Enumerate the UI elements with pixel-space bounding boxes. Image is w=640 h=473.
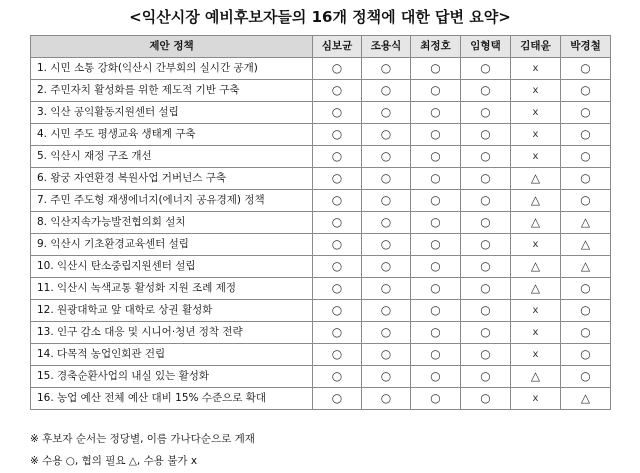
- table-row: [31, 300, 611, 322]
- table-row: [31, 124, 611, 146]
- table-row: [31, 366, 611, 388]
- footnote-legend: ※ 수용 ○, 협의 필요 △, 수용 불가 x: [30, 455, 198, 467]
- response-mark-cell: △: [511, 212, 561, 234]
- response-mark-cell: ○: [561, 58, 611, 80]
- table-row: [31, 234, 611, 256]
- response-mark-cell: ○: [313, 234, 362, 256]
- policy-cell: 10. 익산시 탄소중립지원센터 설립: [31, 256, 313, 278]
- response-mark-cell: x: [511, 146, 561, 168]
- table-row: [31, 344, 611, 366]
- policy-cell: 16. 농업 예산 전체 예산 대비 15% 수준으로 확대: [31, 388, 313, 410]
- response-mark-cell: ○: [561, 366, 611, 388]
- response-mark-cell: ○: [362, 322, 411, 344]
- response-mark-cell: ○: [411, 168, 461, 190]
- policy-response-table: [30, 35, 611, 410]
- response-mark-cell: ○: [461, 322, 511, 344]
- response-mark-cell: ○: [561, 278, 611, 300]
- response-mark-cell: ○: [362, 212, 411, 234]
- response-mark-cell: x: [511, 58, 561, 80]
- response-mark-cell: ○: [561, 168, 611, 190]
- response-mark-cell: ○: [411, 234, 461, 256]
- response-mark-cell: ○: [362, 300, 411, 322]
- response-mark-cell: ○: [461, 300, 511, 322]
- response-mark-cell: x: [511, 322, 561, 344]
- response-mark-cell: ○: [362, 256, 411, 278]
- response-mark-cell: ○: [411, 344, 461, 366]
- table-row: [31, 58, 611, 80]
- header-policy: 제안 정책: [31, 36, 313, 58]
- policy-cell: 15. 경축순환사업의 내실 있는 활성화: [31, 366, 313, 388]
- policy-cell: 1. 시민 소통 강화(익산시 간부회의 실시간 공개): [31, 58, 313, 80]
- policy-cell: 3. 익산 공익활동지원센터 설립: [31, 102, 313, 124]
- response-mark-cell: ○: [411, 190, 461, 212]
- policy-cell: 14. 다목적 농업인회관 건립: [31, 344, 313, 366]
- response-mark-cell: ○: [461, 190, 511, 212]
- response-mark-cell: ○: [313, 300, 362, 322]
- response-mark-cell: ○: [313, 146, 362, 168]
- response-mark-cell: △: [561, 212, 611, 234]
- policy-cell: 12. 원광대학교 앞 대학로 상권 활성화: [31, 300, 313, 322]
- response-mark-cell: x: [511, 388, 561, 410]
- response-mark-cell: ○: [362, 190, 411, 212]
- policy-cell: 13. 인구 감소 대응 및 시니어·청년 정착 전략: [31, 322, 313, 344]
- response-mark-cell: ○: [411, 124, 461, 146]
- response-mark-cell: ○: [362, 102, 411, 124]
- response-mark-cell: ○: [461, 102, 511, 124]
- response-mark-cell: x: [511, 124, 561, 146]
- response-mark-cell: ○: [362, 168, 411, 190]
- header-candidate: 임형택: [461, 36, 511, 58]
- response-mark-cell: ○: [561, 146, 611, 168]
- header-candidate: 박경철: [561, 36, 611, 58]
- response-mark-cell: x: [511, 344, 561, 366]
- response-mark-cell: ○: [461, 80, 511, 102]
- response-mark-cell: ○: [362, 146, 411, 168]
- response-mark-cell: ○: [561, 124, 611, 146]
- response-mark-cell: ○: [411, 256, 461, 278]
- response-mark-cell: ○: [362, 388, 411, 410]
- response-mark-cell: ○: [461, 58, 511, 80]
- response-mark-cell: ○: [313, 212, 362, 234]
- response-mark-cell: x: [511, 102, 561, 124]
- table-body: [31, 58, 611, 410]
- response-mark-cell: ○: [461, 366, 511, 388]
- table-header-row: [31, 36, 611, 58]
- response-mark-cell: ○: [561, 190, 611, 212]
- response-mark-cell: △: [511, 190, 561, 212]
- table-row: [31, 388, 611, 410]
- table-row: [31, 146, 611, 168]
- response-mark-cell: ○: [362, 234, 411, 256]
- response-mark-cell: ○: [313, 278, 362, 300]
- response-mark-cell: ○: [411, 102, 461, 124]
- response-mark-cell: ○: [461, 168, 511, 190]
- table-row: [31, 212, 611, 234]
- response-mark-cell: x: [511, 300, 561, 322]
- response-mark-cell: △: [511, 278, 561, 300]
- response-mark-cell: ○: [313, 80, 362, 102]
- table-row: [31, 190, 611, 212]
- header-candidate: 최정호: [411, 36, 461, 58]
- response-mark-cell: ○: [362, 58, 411, 80]
- response-mark-cell: ○: [313, 58, 362, 80]
- response-mark-cell: ○: [313, 388, 362, 410]
- policy-cell: 9. 익산시 기초환경교육센터 설립: [31, 234, 313, 256]
- footnotes: [30, 428, 255, 472]
- response-mark-cell: ○: [411, 300, 461, 322]
- response-mark-cell: ○: [561, 322, 611, 344]
- table-row: [31, 278, 611, 300]
- policy-cell: 6. 왕궁 자연환경 복원사업 거버넌스 구축: [31, 168, 313, 190]
- response-mark-cell: △: [561, 256, 611, 278]
- policy-cell: 8. 익산지속가능발전협의회 설치: [31, 212, 313, 234]
- response-mark-cell: △: [561, 234, 611, 256]
- policy-cell: 5. 익산시 재정 구조 개선: [31, 146, 313, 168]
- response-mark-cell: ○: [313, 168, 362, 190]
- response-mark-cell: ○: [561, 300, 611, 322]
- footnote-order: ※ 후보자 순서는 정당별, 이름 가나다순으로 게재: [30, 433, 255, 445]
- response-mark-cell: ○: [313, 124, 362, 146]
- response-mark-cell: ○: [411, 388, 461, 410]
- response-mark-cell: ○: [461, 212, 511, 234]
- response-mark-cell: ○: [313, 366, 362, 388]
- response-mark-cell: ○: [461, 344, 511, 366]
- header-candidate: 김태윤: [511, 36, 561, 58]
- response-mark-cell: ○: [313, 102, 362, 124]
- policy-cell: 7. 주민 주도형 재생에너지(에너지 공유경제) 정책: [31, 190, 313, 212]
- document-title: <익산시장 예비후보자들의 16개 정책에 대한 답변 요약>: [129, 8, 511, 26]
- table-row: [31, 80, 611, 102]
- response-mark-cell: ○: [313, 344, 362, 366]
- policy-cell: 2. 주민자치 활성화를 위한 제도적 기반 구축: [31, 80, 313, 102]
- response-mark-cell: ○: [461, 388, 511, 410]
- response-mark-cell: x: [511, 234, 561, 256]
- response-mark-cell: △: [561, 388, 611, 410]
- response-mark-cell: ○: [313, 190, 362, 212]
- table-row: [31, 102, 611, 124]
- response-mark-cell: ○: [411, 366, 461, 388]
- response-mark-cell: ○: [362, 344, 411, 366]
- response-mark-cell: ○: [411, 212, 461, 234]
- header-candidate: 조용식: [362, 36, 411, 58]
- response-mark-cell: ○: [313, 322, 362, 344]
- response-mark-cell: ○: [561, 80, 611, 102]
- response-mark-cell: ○: [411, 278, 461, 300]
- policy-cell: 4. 시민 주도 평생교육 생태계 구축: [31, 124, 313, 146]
- response-mark-cell: ○: [461, 278, 511, 300]
- response-mark-cell: ○: [411, 80, 461, 102]
- response-mark-cell: ○: [461, 256, 511, 278]
- response-mark-cell: ○: [461, 124, 511, 146]
- response-mark-cell: △: [511, 168, 561, 190]
- response-mark-cell: ○: [561, 344, 611, 366]
- response-mark-cell: ○: [313, 256, 362, 278]
- table-row: [31, 168, 611, 190]
- response-mark-cell: ○: [411, 58, 461, 80]
- policy-cell: 11. 익산시 녹색교통 활성화 지원 조례 제정: [31, 278, 313, 300]
- response-mark-cell: x: [511, 80, 561, 102]
- response-mark-cell: △: [511, 256, 561, 278]
- response-mark-cell: ○: [362, 124, 411, 146]
- response-mark-cell: △: [511, 366, 561, 388]
- table-row: [31, 256, 611, 278]
- response-mark-cell: ○: [461, 234, 511, 256]
- response-mark-cell: ○: [362, 366, 411, 388]
- response-mark-cell: ○: [411, 322, 461, 344]
- header-candidate: 심보균: [313, 36, 362, 58]
- response-mark-cell: ○: [362, 278, 411, 300]
- response-mark-cell: ○: [362, 80, 411, 102]
- table-row: [31, 322, 611, 344]
- response-mark-cell: ○: [561, 102, 611, 124]
- response-mark-cell: ○: [411, 146, 461, 168]
- response-mark-cell: ○: [461, 146, 511, 168]
